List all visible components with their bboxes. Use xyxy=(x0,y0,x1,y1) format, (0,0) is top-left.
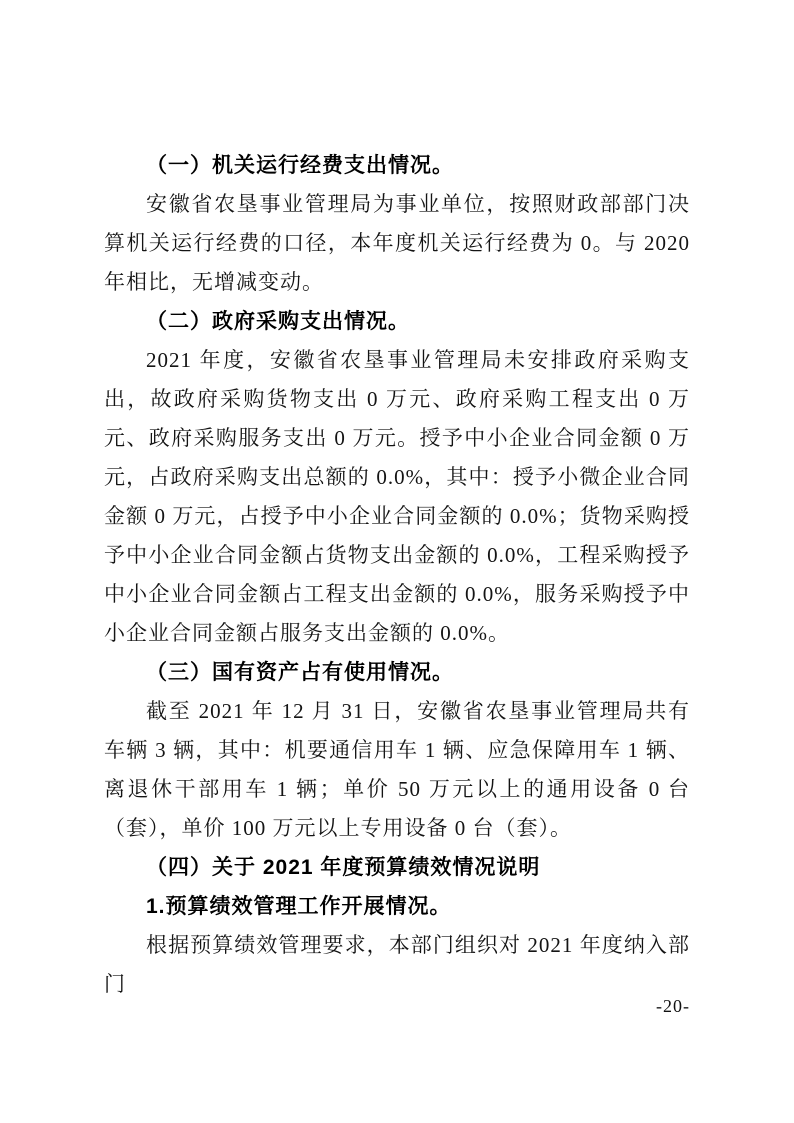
paragraph-agency-operating-expense: 安徽省农垦事业管理局为事业单位，按照财政部部门决算机关运行经费的口径，本年度机关运行经费为 0。与 2020 年相比，无增减变动。 xyxy=(104,192,690,294)
heading-state-owned-assets: （三）国有资产占有使用情况。 xyxy=(146,661,454,684)
subheading-performance-management-work: 1.预算绩效管理工作开展情况。 xyxy=(146,895,452,918)
heading-budget-performance: （四）关于 2021 年度预算绩效情况说明 xyxy=(146,856,541,879)
page-content xyxy=(104,146,690,1004)
paragraph-government-procurement: 2021 年度，安徽省农垦事业管理局未安排政府采购支出，故政府采购货物支出 0 万元、政府采购工程支出 0 万元、政府采购服务支出 0 万元。授予中小企业合同金额 0 万元，占政府采购支出总额的 0.0%，其中：授予小微企业合同金额 0 万元，占授予中小企业合同金额的 0.0%；货物采购授予中小企业合同金额占货物支出金额的 0.0%，工程采购授予中小企业合同金额占工程支出金额的 0.0%，服务采购授予中小企业合同金额占服务支出金额的 0.0%。 xyxy=(104,348,690,645)
page-number: -20- xyxy=(656,996,690,1016)
paragraph-state-owned-assets: 截至 2021 年 12 月 31 日，安徽省农垦事业管理局共有车辆 3 辆，其中：机要通信用车 1 辆、应急保障用车 1 辆、离退休干部用车 1 辆；单价 50 万元以上的通用设备 0 台（套），单价 100 万元以上专用设备 0 台（套）。 xyxy=(104,699,690,840)
paragraph-performance-management-work: 根据预算绩效管理要求，本部门组织对 2021 年度纳入部门 xyxy=(104,933,690,996)
heading-government-procurement: （二）政府采购支出情况。 xyxy=(146,310,410,333)
heading-agency-operating-expense: （一）机关运行经费支出情况。 xyxy=(146,154,454,177)
